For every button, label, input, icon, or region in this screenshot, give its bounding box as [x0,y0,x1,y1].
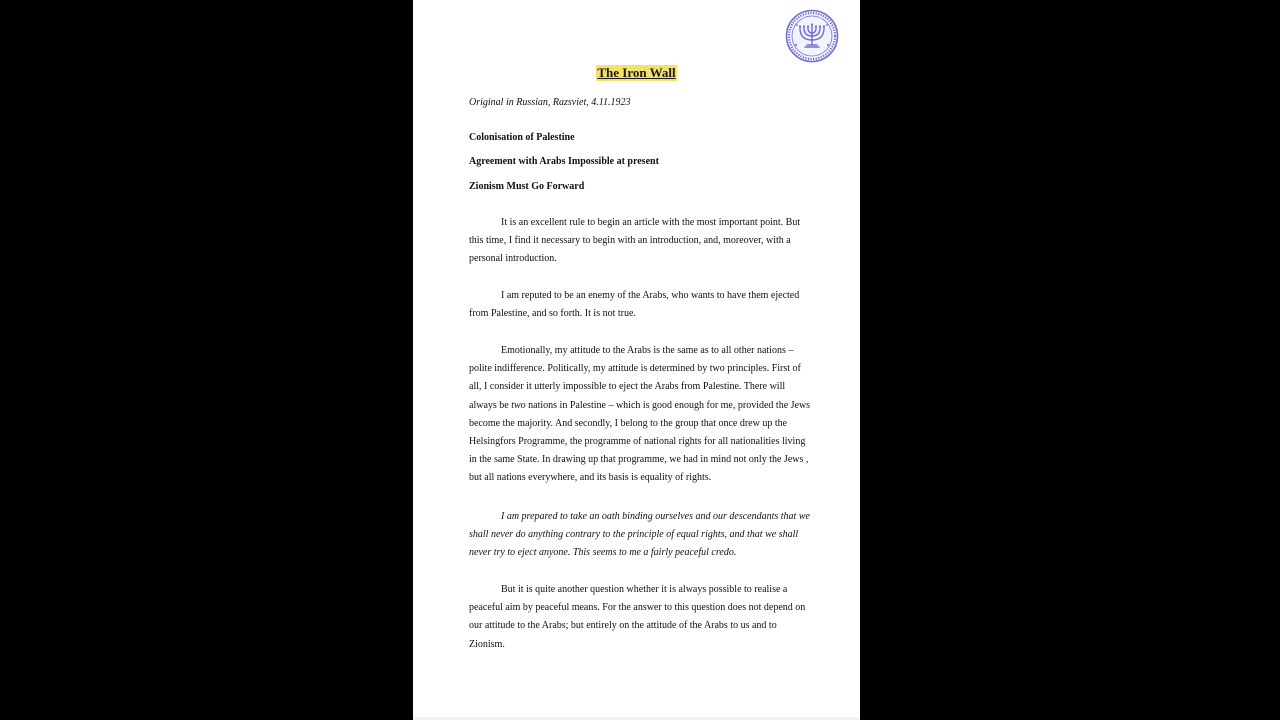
menorah-seal-icon [785,9,839,63]
paragraph-1 [469,214,833,269]
paragraph-line: in the same State. In drawing up that programme, we had in mind not only the Jews , [469,454,809,466]
paragraph-line: become the majority. And secondly, I belong to the group that once drew up the [469,417,788,429]
paragraph-line: personal introduction. [469,253,557,265]
paragraph-line: all, I consider it utterly impossible to eject the Arabs from Palestine. There will [469,381,786,393]
heading-agreement: Agreement with Arabs Impossible at present [469,156,659,167]
paragraph-3 [469,342,833,488]
paragraph-2 [469,287,833,323]
paragraph-line: It is an excellent rule to begin an article with the most important point. But [501,217,801,228]
paragraph-4-oath [469,508,833,563]
paragraph-line: Zionism. [469,638,505,650]
heading-zionism: Zionism Must Go Forward [469,181,585,192]
paragraph-line: I am prepared to take an oath binding ourselves and our descendants that we [501,511,810,522]
paragraph-line: polite indifference. Politically, my attitude is determined by two principles. First of [469,363,801,375]
paragraph-line: Emotionally, my attitude to the Arabs is the same as to all other nations – [501,345,794,356]
paragraph-line: always be two nations in Palestine – which is good enough for me, provided the Jews [469,399,811,411]
paragraph-line: our attitude to the Arabs; but entirely on the attitude of the Arabs to us and to [469,620,777,632]
paragraph-line: never try to eject anyone. This seems to me a fairly peaceful credo. [469,547,737,559]
title-wrapper [413,64,860,82]
heading-colonisation: Colonisation of Palestine [469,132,575,143]
paragraph-5 [469,581,833,654]
paragraph-line: Helsingfors Programme, the programme of national rights for all nationalities living [469,436,806,448]
document-page [413,0,860,720]
paragraph-line: peaceful aim by peaceful means. For the answer to this question does not depend on [469,602,806,614]
paragraph-line: I am reputed to be an enemy of the Arabs, who wants to have them ejected [501,290,800,301]
document-title: The Iron Wall [597,65,676,80]
paragraph-line: But it is quite another question whether it is always possible to realise a [501,584,788,595]
paragraph-line: shall never do anything contrary to the principle of equal rights, and that we shall [469,529,799,541]
document-source: Original in Russian, Razsviet, 4.11.1923 [469,97,631,108]
paragraph-line: this time, I find it necessary to begin with an introduction, and, moreover, with a [469,235,791,247]
paragraph-line: but all nations everywhere, and its basis is equality of rights. [469,472,712,484]
paragraph-line: from Palestine, and so forth. It is not true. [469,308,636,320]
